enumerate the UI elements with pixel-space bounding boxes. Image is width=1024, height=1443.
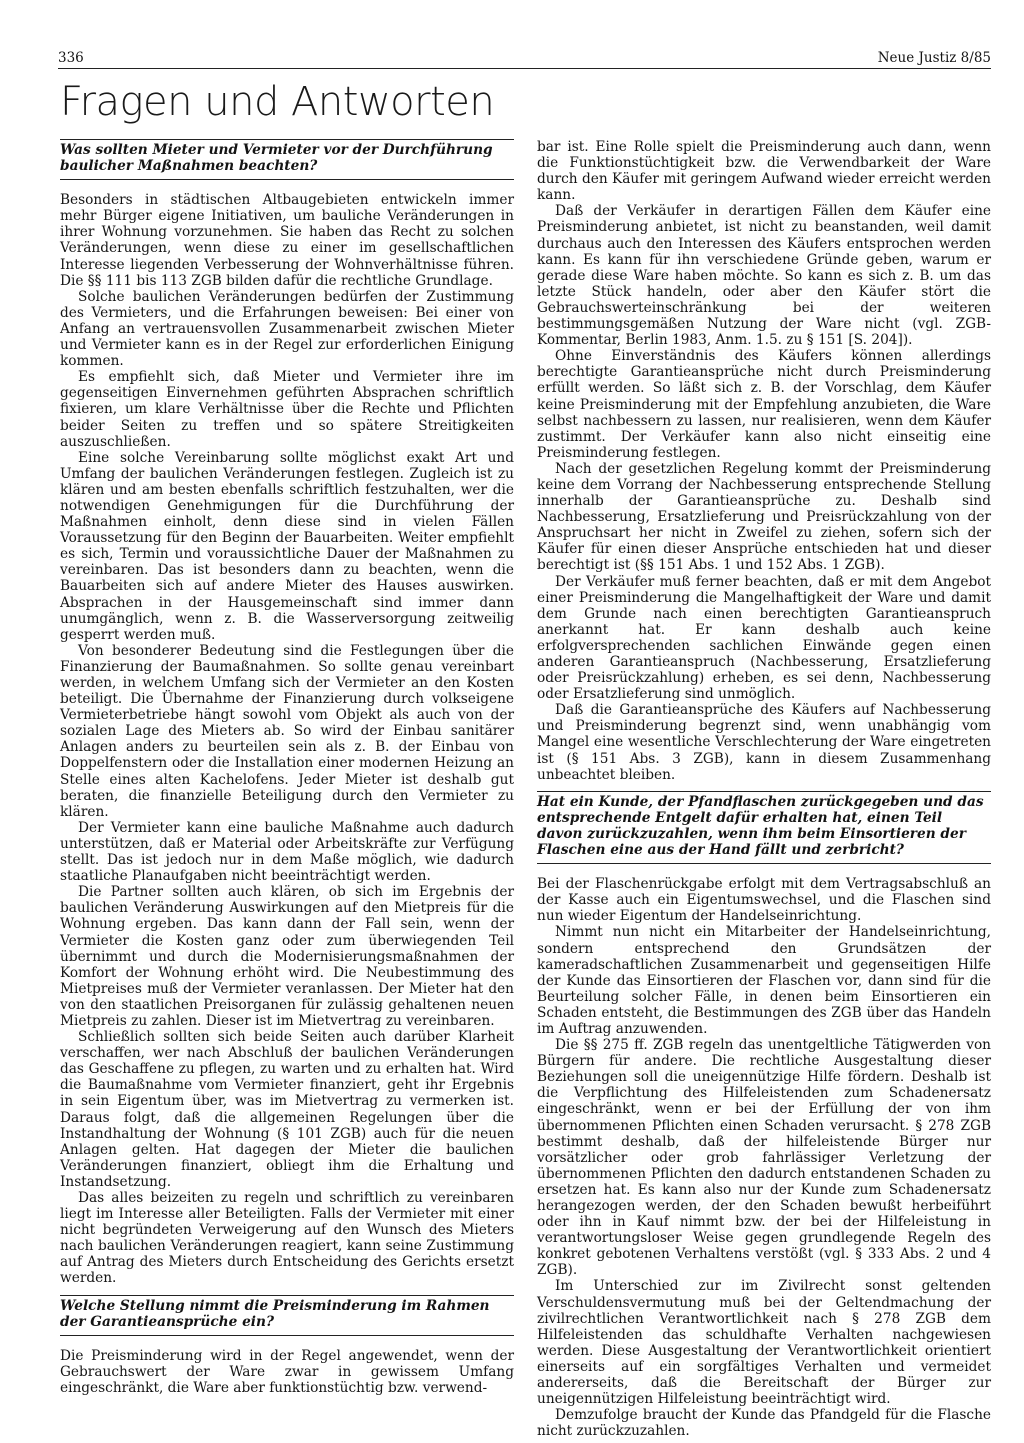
answer-1-paragraph: Eine solche Vereinbarung sollte möglichst exakt Art und Umfang der baulichen Veränderungen festlegen. Zugleich ist zu klären und am besten ebenfalls schriftlich festzuhalten, wer die notwendigen Genehmigungen für die Durchführung der Maßnahmen einholt, denn diese sind in vielen Fällen Voraussetzung für den Beginn der Bauarbeiten. Weiter empfiehlt es sich, Termin und voraussichtliche Dauer der Maßnahmen zu vereinbaren. Das ist besonders dann zu beachten, wenn die Bauarbeiten sich auf andere Mieter des Hauses auswirken. Absprachen in der Hausgemeinschaft sind immer dann unumgänglich, wenn z. B. die Wasserversorgung zeitweilig gesperrt werden muß. [60, 449, 514, 643]
header-rule [58, 68, 991, 69]
answer-1-paragraph: Von besonderer Bedeutung sind die Festlegungen über die Finanzierung der Baumaßnahmen. So sollte genau vereinbart werden, in welchem Umfang sich der Vermieter an den Kosten beteiligt. Die Übernahme der Finanzierung durch volkseigene Vermieterbetriebe hängt sowohl vom Objekt als auch von der sozialen Lage des Mieters ab. So wird der Einbau sanitärer Anlagen anders zu beurteilen sein als z. B. der Einbau von Doppelfenstern oder die Installation einer modernen Heizung an Stelle eines alten Kachelofens. Jeder Mieter ist deshalb gut beraten, die finanzielle Beteiligung durch den Vermieter zu klären. [60, 642, 514, 820]
answer-3-paragraph: Demzufolge braucht der Kunde das Pfandgeld für die Flasche nicht zurückzuzahlen. [537, 1407, 991, 1440]
page-number: 336 [58, 50, 84, 66]
answer-1-paragraph: Schließlich sollten sich beide Seiten auch darüber Klarheit verschaffen, wer nach Abschluß der baulichen Veränderungen das Geschaffene zu pflegen, zu warten und zu erhalten hat. Wird die Baumaßnahme vom Vermieter finanziert, geht ihr Ergebnis in sein Eigentum über, was im Mietvertrag zu vermerken ist. Daraus folgt, daß die allgemeinen Regelungen über die Instandhaltung der Wohnung (§ 101 ZGB) auch für die neuen Anlagen gelten. Hat dagegen der Mieter die baulichen Veränderungen finanziert, obliegt ihm die Erhaltung und Instandsetzung. [60, 1029, 514, 1190]
answer-2-paragraph: bar ist. Eine Rolle spielt die Preisminderung auch dann, wenn die Funktionstüchtigkeit bzw. die Verwendbarkeit der Ware durch den Käufer mit geringem Aufwand wieder erreicht werden kann. [537, 139, 991, 204]
answer-2-paragraph: Nach der gesetzlichen Regelung kommt der Preisminderung keine dem Vorrang der Nachbesserung entsprechende Stellung innerhalb der Garantieansprüche zu. Deshalb sind Nachbesserung, Ersatzlieferung und Preisrückzahlung von der Anspruchsart her nicht in Zweifel zu ziehen, sofern sich der Käufer für einen dieser Ansprüche entschieden hat und dieser berechtigt ist (§§ 151 Abs. 1 und 152 Abs. 1 ZGB). [537, 460, 991, 574]
answer-1-paragraph: Solche baulichen Veränderungen bedürfen der Zustimmung des Vermieters, und die Erfahrungen beweisen: Bei einer von Anfang an vertrauensvollen Zusammenarbeit zwischen Mieter und Vermieter kann es in der Regel zur erforderlichen Einigung kommen. [60, 288, 514, 370]
section-title: Fragen und Antworten [60, 79, 495, 125]
answer-3-paragraph: Im Unterschied zur im Zivilrecht sonst geltenden Verschuldensvermutung muß bei der Geltendmachung der zivilrechtlichen Verantwortlichkeit nach § 278 ZGB dem Hilfeleistenden das schuldhafte Verhalten nachgewiesen werden. Diese Ausgestaltung der Verantwortlichkeit orientiert einerseits auf ein sorgfältiges Verhalten und vermeidet andererseits, daß die Bereitschaft der Bürger zur uneigennützigen Hilfeleistung beeinträchtigt wird. [537, 1278, 991, 1408]
answer-3-paragraph: Bei der Flaschenrückgabe erfolgt mit dem Vertragsabschluß an der Kasse auch ein Eigentumswechsel, und die Flaschen sind nun wieder Eigentum der Handelseinrichtung. [537, 876, 991, 925]
answer-1-paragraph: Es empfiehlt sich, daß Mieter und Vermieter ihre im gegenseitigen Einvernehmen geführten Absprachen schriftlich fixieren, um klare Verhältnisse über die Rechte und Pflichten beider Seiten zu treffen und so spätere Streitigkeiten auszuschließen. [60, 369, 514, 450]
question-1: Was sollten Mieter und Vermieter vor der Durchführung baulicher Maßnahmen beachten? [60, 139, 514, 180]
answer-2-paragraph: Der Verkäufer muß ferner beachten, daß er mit dem Angebot einer Preisminderung die Mangelhaftigkeit der Ware und damit dem Grunde nach einen berechtigten Garantieanspruch anerkannt hat. Er kann deshalb auch keine erfolgversprechenden sachlichen Einwände gegen einen anderen Garantieanspruch (Nachbesserung, Ersatzlieferung oder Preisrückzahlung) erheben, es sei denn, Nachbesserung oder Ersatzlieferung sind unmöglich. [537, 573, 991, 703]
left-column [60, 139, 514, 1396]
journal-issue: Neue Justiz 8/85 [877, 50, 991, 66]
question-3: Hat ein Kunde, der Pfandflaschen zurückgegeben und das entsprechende Entgelt dafür erhalten hat, einen Teil davon zurückzuzahlen, wenn ihm beim Einsortieren der Flaschen eine aus der Hand fällt und zerbricht? [537, 791, 991, 864]
answer-3-paragraph: Nimmt nun nicht ein Mitarbeiter der Handelseinrichtung, sondern entsprechend den Grundsätzen der kameradschaftlichen Zusammenarbeit und gegenseitigen Hilfe der Kunde das Einsortieren der Flaschen vor, dann sind für die Beurteilung solcher Fälle, in denen beim Einsortieren ein Schaden entsteht, die Bestimmungen des ZGB über das Handeln im Auftrag anzuwenden. [537, 924, 991, 1037]
answer-3-paragraph: Die §§ 275 ff. ZGB regeln das unentgeltliche Tätigwerden von Bürgern für andere. Die rechtliche Ausgestaltung dieser Beziehungen soll die uneigennützige Hilfe fördern. Deshalb ist die Verpflichtung des Hilfeleistenden zum Schadenersatz eingeschränkt, wenn er bei der Erfüllung der von ihm übernommenen Pflichten einen Schaden verursacht. § 278 ZGB bestimmt deshalb, daß der hilfeleistende Bürger nur vorsätzlicher oder grob fahrlässiger Verletzung der übernommenen Pflichten den dadurch entstandenen Schaden zu ersetzen hat. Es kann also nur der Kunde zum Schadenersatz herangezogen werden, der den Schaden bewußt herbeiführt oder ihn in Kauf nimmt bzw. der bei der Hilfeleistung in verantwortungsloser Weise gegen grundlegende Regeln des konkret gebotenen Verhaltens verstößt (vgl. § 333 Abs. 2 und 4 ZGB). [537, 1037, 991, 1279]
answer-1-paragraph: Die Partner sollten auch klären, ob sich im Ergebnis der baulichen Veränderung Auswirkungen auf den Mietpreis für die Wohnung ergeben. Das kann dann der Fall sein, wenn der Vermieter die Kosten ganz oder zum überwiegenden Teil übernimmt und durch die Modernisierungsmaßnahmen der Komfort der Wohnung erhöht wird. Die Neubestimmung des Mietpreises muß der Vermieter veranlassen. Der Mieter hat den von den staatlichen Preisorganen für zulässig gehaltenen neuen Mietpreis zu zahlen. Dieser ist im Mietvertrag zu vereinbaren. [60, 884, 514, 1029]
answer-2-paragraph: Ohne Einverständnis des Käufers können allerdings berechtigte Garantieansprüche nicht durch Preisminderung erfüllt werden. So läßt sich z. B. der Vorschlag, dem Käufer keine Preisminderung mit der Empfehlung anzubieten, die Ware selbst nachbessern zu lassen, nur realisieren, wenn dem Käufer zustimmt. Der Verkäufer kann also nicht einseitig eine Preisminderung festlegen. [537, 348, 991, 461]
right-column [537, 139, 991, 1439]
answer-1-paragraph: Besonders in städtischen Altbaugebieten entwickeln immer mehr Bürger eigene Initiativen, um bauliche Veränderungen in ihrer Wohnung vorzunehmen. Sie haben das Recht zu solchen Veränderungen, wenn diese zu einer im gesellschaftlichen Interesse liegenden Verbesserung der Wohnverhältnisse führen. Die §§ 111 bis 113 ZGB bilden dafür die rechtliche Grundlage. [60, 192, 514, 289]
answer-2-paragraph: Daß die Garantieansprüche des Käufers auf Nachbesserung und Preisminderung begrenzt sind, wenn unabhängig vom Mangel eine wesentliche Verschlechterung der Ware eingetreten ist (§ 151 Abs. 3 ZGB), kann in diesem Zusammenhang unbeachtet bleiben. [537, 702, 991, 783]
answer-2-paragraph: Daß der Verkäufer in derartigen Fällen dem Käufer eine Preisminderung anbietet, ist nicht zu beanstanden, weil damit durchaus auch den Interessen des Käufers entsprochen werden kann. Es kann für ihn verschiedene Gründe geben, warum er gerade diese Ware haben möchte. So kann es sich z. B. um das letzte Stück handeln, oder aber den Käufer stört die Gebrauchswerteinschränkung bei der weiteren bestimmungsgemäßen Nutzung der Ware nicht (vgl. ZGB-Kommentar, Berlin 1983, Anm. 1.5. zu § 151 [S. 204]). [537, 203, 991, 349]
answer-1-paragraph: Der Vermieter kann eine bauliche Maßnahme auch dadurch unterstützen, daß er Material oder Arbeitskräfte zur Verfügung stellt. Das ist jedoch nur in dem Maße möglich, wie dadurch staatliche Planaufgaben nicht beeinträchtigt werden. [60, 819, 514, 885]
page-header [58, 50, 991, 70]
answer-2-paragraph: Die Preisminderung wird in der Regel angewendet, wenn der Gebrauchswert der Ware zwar in gewissem Umfang eingeschränkt, die Ware aber funktionstüchtig bzw. verwend- [60, 1347, 514, 1396]
question-2: Welche Stellung nimmt die Preisminderung im Rahmen der Garantieansprüche ein? [60, 1295, 514, 1336]
answer-1-paragraph: Das alles beizeiten zu regeln und schriftlich zu vereinbaren liegt im Interesse aller Beteiligten. Falls der Vermieter mit einer nicht begründeten Verweigerung auf den Wunsch des Mieters nach baulichen Veränderungen reagiert, kann seine Zustimmung auf Antrag des Mieters durch Entscheidung des Gerichts ersetzt werden. [60, 1190, 514, 1287]
